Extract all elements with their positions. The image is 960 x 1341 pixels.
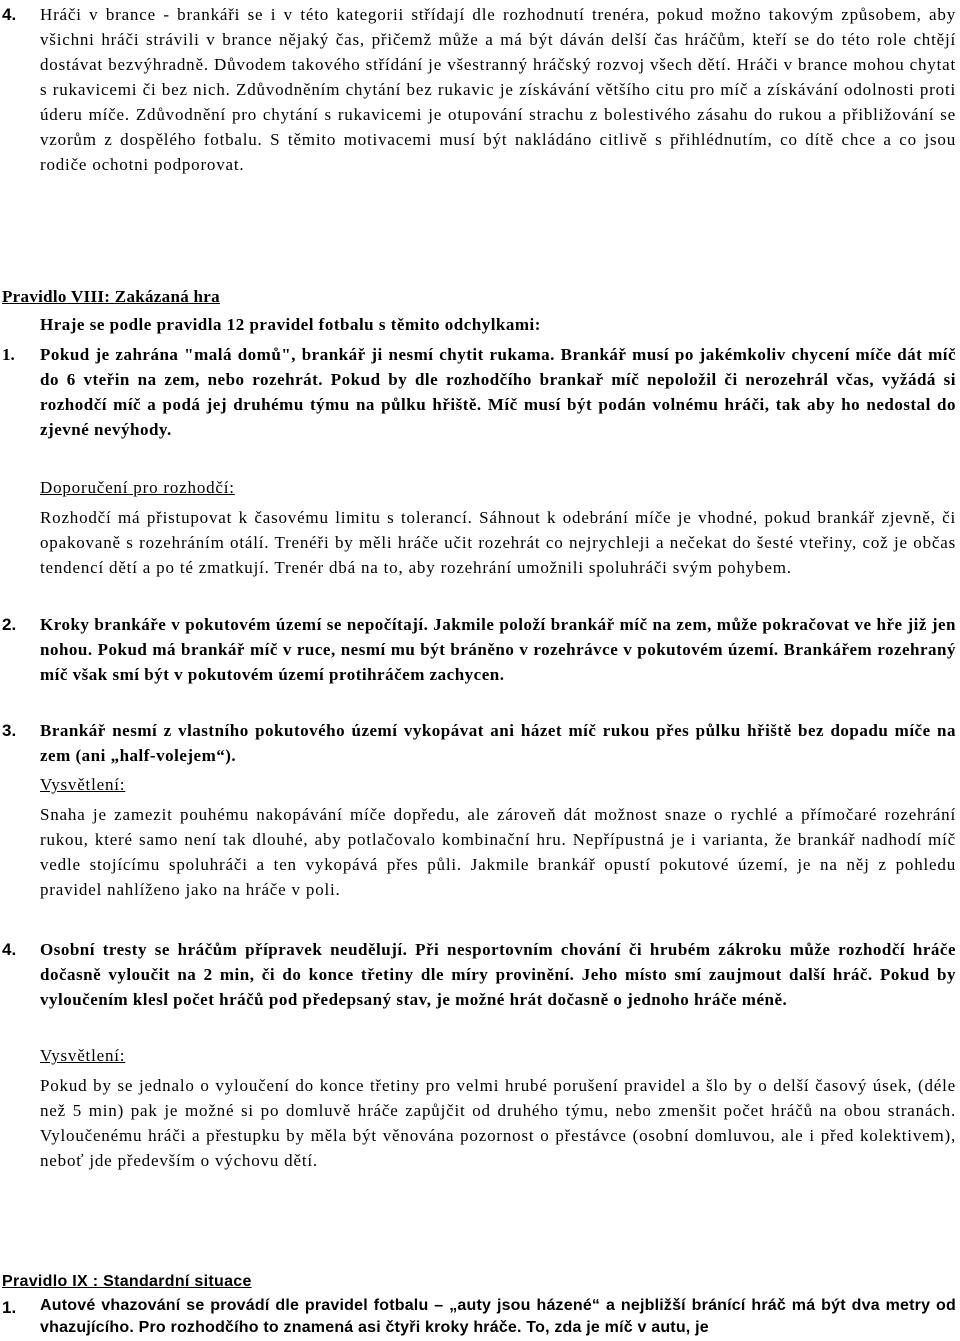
item-number: 1. [2,1298,17,1317]
item-number: 4. [2,5,17,24]
rule-8-item-3-text: Brankář nesmí z vlastního pokutového území vykopávat ani házet míč rukou přes půlku hřiště bez dopadu míče na zem (ani „half-volejem“). [40,721,956,765]
rule-8-item-1-note: Rozhodčí má přistupovat k časovému limitu s tolerancí. Sáhnout k odebrání míče je vhodné, pokud brankář zjevně, či opakovaně s rozehráním otálí. Trenéři by měli hráče učit rozehrát co nejrychleji a nečekat do šesté vteřiny, což je občas tendencí dětí a po té zmatkují. Trenér dbá na to, aby rozehrání umožnili spoluhráči svým pohybem. [40,508,956,577]
item-number: 4. [2,940,17,959]
rule-8-item-3-note: Snaha je zamezit pouhému nakopávání míče dopředu, ale zároveň dát možnost snaze o rychlé a přímočaré rozehrání rukou, které samo není tak dlouhé, aby potlačovalo kombinační hru. Nepřípustná je i varianta, že brankář nadhodí míč vedle stojícímu spoluhráči a ten vykopává přes půli. Jakmile brankář opustí pokutové území, je na něj z pohledu pravidel nahlíženo jako na hráče v poli. [40,805,956,899]
paragraph-goalkeepers-rotation: Hráči v brance - brankáři se i v této kategorii střídají dle rozhodnutí trenéra, pokud možno takovým způsobem, aby všichni hráči strávili v brance nějaký čas, přičemž může a má být dáván delší čas hráčům, kteří se do této role chtějí dostávat bezvýhradně. Důvodem takového střídání je všestranný hráčský rozvoj všech dětí. Hráči v brance mohou chytat s rukavicemi či bez nich. Zdůvodněním chytání bez rukavic je získávání většího citu pro míč a získávání odolnosti proti úderu míče. Zdůvodnění pro chytání s rukavicemi je otupování strachu z bolestivého zásahu do rukou a přibližování se vzorům z dospělého fotbalu. S těmito motivacemi musí být nakládáno citlivě s přihlédnutím, co dítě chce a co jsou rodiče ochotni podporovat. [40,5,956,174]
rule-8-heading: Pravidlo VIII: Zakázaná hra [2,287,220,306]
rule-8-item-4-text: Osobní tresty se hráčům přípravek neudělují. Při nesportovním chování či hrubém zákroku může rozhodčí hráče dočasně vyloučit na 2 min, či do konce třetiny dle míry provinění. Jeho místo smí zaujmout další hráč. Pokud by vyloučením klesl počet hráčů pod předepsaný stav, je možné hrát dočasně o jednoho hráče méně. [40,940,956,1009]
rule-8-intro: Hraje se podle pravidla 12 pravidel fotbalu s těmito odchylkami: [40,315,541,334]
rule-9-heading: Pravidlo IX : Standardní situace [2,1273,252,1290]
rule-8-item-4-note: Pokud by se jednalo o vyloučení do konce třetiny pro velmi hrubé porušení pravidel a šlo by o delší časový úsek, (déle než 5 min) pak je možné si po domluvě hráče zapůjčit od druhého týmu, nebo zmenšit počet hráčů na obou stranách. Vyloučenému hráči a přestupku by měla být věnována pozornost o přestávce (osobní domluvou, ale i před kolektivem), neboť jde především o výchovu dětí. [40,1076,956,1170]
rule-8-item-2-text: Kroky brankáře v pokutovém území se nepočítají. Jakmile položí brankář míč na zem, může pokračovat ve hře již jen nohou. Pokud má brankář míč v ruce, nesmí mu být bráněno v rozehrávce v pokutovém území. Brankářem rozehraný míč však smí být v pokutovém území protihráčem zachycen. [40,615,956,684]
item-number: 1. [2,345,15,364]
rule-8-item-3-note-title: Vysvětlení: [40,775,126,794]
rule-8-item-1-note-title: Doporučení pro rozhodčí: [40,478,235,497]
rule-8-item-1-text: Pokud je zahrána "malá domů", brankář ji nesmí chytit rukama. Brankář musí po jakémkoliv chycení míče dát míč do 6 vteřin na zem, nebo rozehrát. Pokud by dle rozhodčího brankař míč nepoložil či nerozehrál včas, vyžádá si rozhodčí míč a podá jej druhému týmu na půlku hřiště. Míč musí být podán volnému hráči, tak aby ho nedostal do zjevné nevýhody. [40,345,956,439]
rule-8-item-4-note-title: Vysvětlení: [40,1046,126,1065]
rule-9-item-1-text: Autové vhazování se provádí dle pravidel fotbalu – „auty jsou házené“ a nejbližší bránící hráč má být dva metry od vhazujícího. Pro rozhodčího to znamená asi čtyři kroky hráče. To, zda je míč v autu, je [40,1297,956,1336]
item-number: 3. [2,721,17,740]
item-number: 2. [2,615,17,634]
